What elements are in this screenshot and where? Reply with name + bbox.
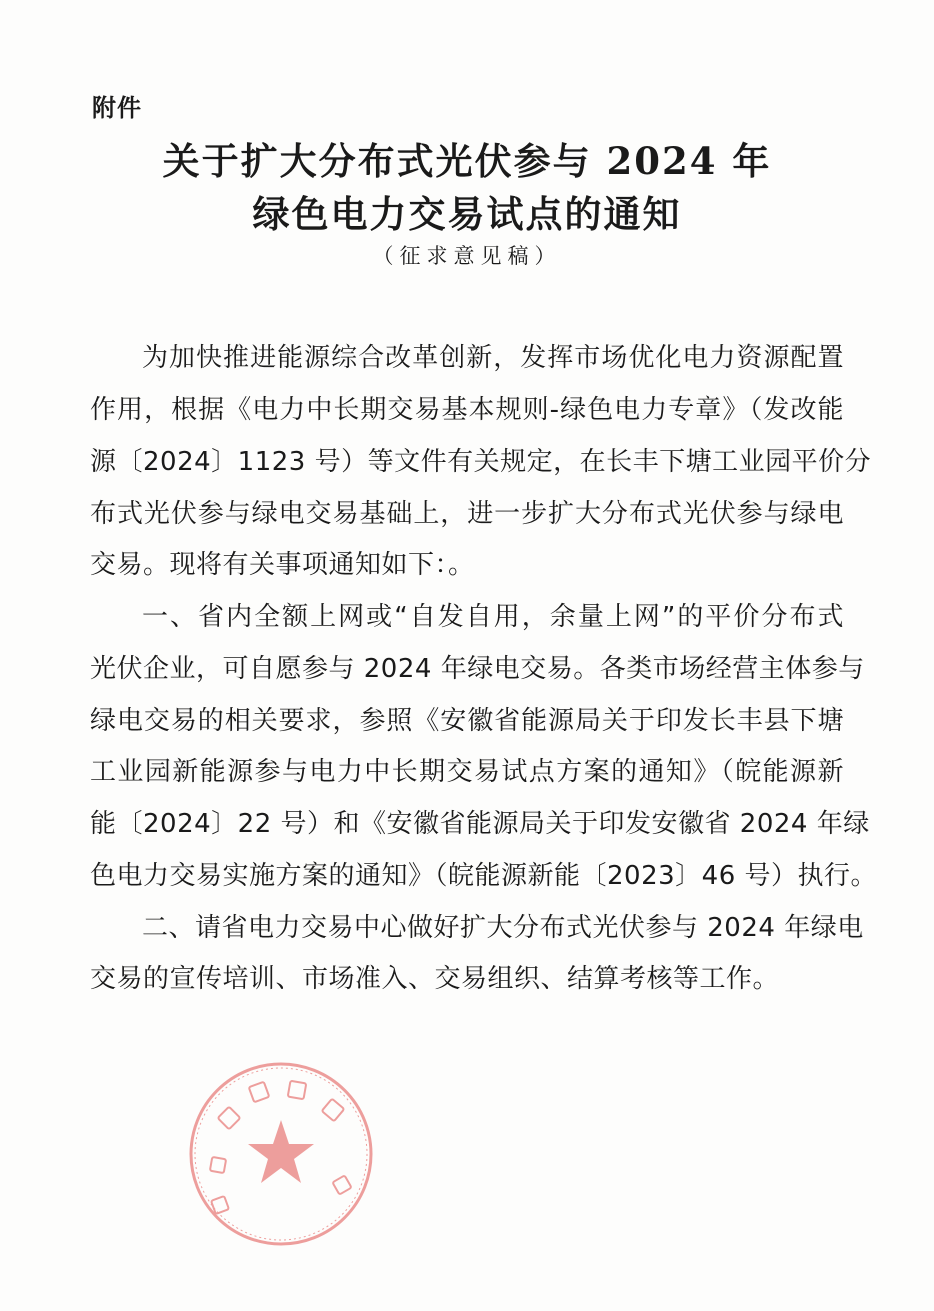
star-seal-icon <box>185 1058 377 1250</box>
body-line: 能〔2024〕22 号）和《安徽省能源局关于印发安徽省 2024 年绿 <box>90 809 870 839</box>
body-line: 交易。现将有关事项通知如下：。 <box>90 550 475 580</box>
body-line: 交易的宣传培训、市场准入、交易组织、结算考核等工作。 <box>90 964 780 994</box>
body-line: 作用，根据《电力中长期交易基本规则-绿色电力专章》（发改能 <box>90 395 844 425</box>
draft-subtitle: （征求意见稿） <box>372 244 562 268</box>
body-line: 光伏企业，可自愿参与 2024 年绿电交易。各类市场经营主体参与 <box>90 654 865 684</box>
body-line: 布式光伏参与绿电交易基础上，进一步扩大分布式光伏参与绿电 <box>90 499 844 529</box>
body-line: 一、省内全额上网或“自发自用，余量上网”的平价分布式 <box>142 602 844 632</box>
body-line: 色电力交易实施方案的通知》（皖能源新能〔2023〕46 号）执行。 <box>90 861 878 891</box>
body-line: 二、请省电力交易中心做好扩大分布式光伏参与 2024 年绿电 <box>142 913 864 943</box>
body-line: 为加快推进能源综合改革创新，发挥市场优化电力资源配置 <box>142 343 844 373</box>
body-line: 工业园新能源参与电力中长期交易试点方案的通知》（皖能源新 <box>90 757 844 787</box>
document-title-line-1: 关于扩大分布式光伏参与 2024 年 <box>162 139 772 183</box>
body-line: 源〔2024〕1123 号）等文件有关规定，在长丰下塘工业园平价分 <box>90 447 872 477</box>
body-line: 绿电交易的相关要求，参照《安徽省能源局关于印发长丰县下塘 <box>90 706 844 736</box>
attachment-label: 附件 <box>92 94 142 122</box>
document-title-line-2: 绿色电力交易试点的通知 <box>252 192 682 236</box>
